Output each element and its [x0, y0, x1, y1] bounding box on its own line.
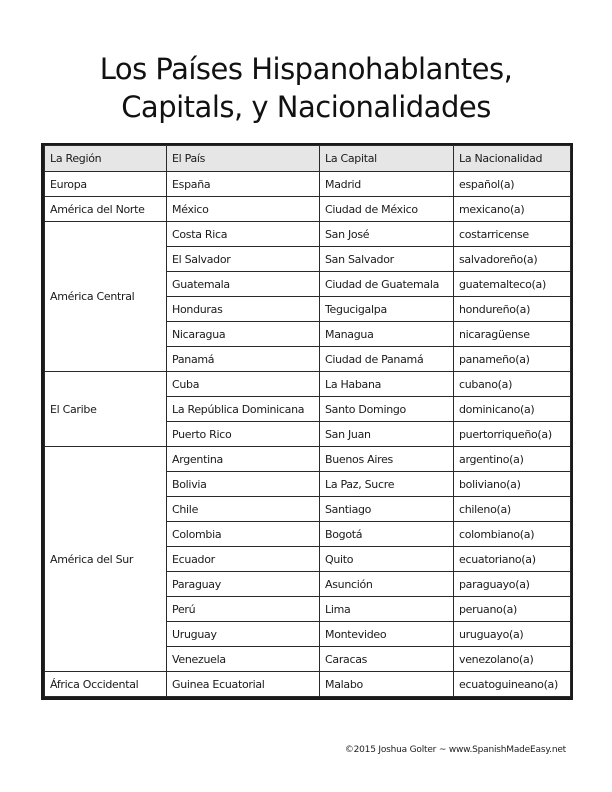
- nationality-cell: guatemalteco(a): [454, 272, 571, 297]
- country-cell: Guatemala: [167, 272, 320, 297]
- nationality-cell: venezolano(a): [454, 647, 571, 672]
- nationality-cell: salvadoreño(a): [454, 247, 571, 272]
- countries-table-frame: [41, 143, 573, 700]
- header-country: El País: [167, 146, 320, 172]
- header-nationality: La Nacionalidad: [454, 146, 571, 172]
- country-cell: Argentina: [167, 447, 320, 472]
- country-cell: México: [167, 197, 320, 222]
- nationality-cell: costarricense: [454, 222, 571, 247]
- nationality-cell: ecuatoguineano(a): [454, 672, 571, 697]
- capital-cell: Quito: [320, 547, 454, 572]
- table-row: [45, 197, 571, 222]
- region-cell: África Occidental: [45, 672, 167, 697]
- table-row: [45, 172, 571, 197]
- capital-cell: Managua: [320, 322, 454, 347]
- region-cell: El Caribe: [45, 372, 167, 447]
- nationality-cell: colombiano(a): [454, 522, 571, 547]
- table-row: [45, 372, 571, 397]
- nationality-cell: cubano(a): [454, 372, 571, 397]
- capital-cell: Tegucigalpa: [320, 297, 454, 322]
- table-row: [45, 672, 571, 697]
- country-cell: El Salvador: [167, 247, 320, 272]
- country-cell: España: [167, 172, 320, 197]
- country-cell: Guinea Ecuatorial: [167, 672, 320, 697]
- country-cell: Cuba: [167, 372, 320, 397]
- capital-cell: San Juan: [320, 422, 454, 447]
- capital-cell: San Salvador: [320, 247, 454, 272]
- nationality-cell: nicaragüense: [454, 322, 571, 347]
- country-cell: Puerto Rico: [167, 422, 320, 447]
- capital-cell: Ciudad de México: [320, 197, 454, 222]
- capital-cell: San José: [320, 222, 454, 247]
- nationality-cell: paraguayo(a): [454, 572, 571, 597]
- capital-cell: Buenos Aires: [320, 447, 454, 472]
- nationality-cell: hondureño(a): [454, 297, 571, 322]
- country-cell: Panamá: [167, 347, 320, 372]
- copyright-footer: ©2015 Joshua Golter ~ www.SpanishMadeEasy.net: [344, 745, 566, 755]
- region-cell: América del Norte: [45, 197, 167, 222]
- title-line-2: Capitals, y Nacionalidades: [121, 90, 491, 124]
- countries-table: [44, 145, 571, 697]
- title-line-1: Los Países Hispanohablantes,: [99, 52, 513, 86]
- capital-cell: Ciudad de Guatemala: [320, 272, 454, 297]
- capital-cell: Bogotá: [320, 522, 454, 547]
- country-cell: Perú: [167, 597, 320, 622]
- country-cell: Paraguay: [167, 572, 320, 597]
- nationality-cell: panameño(a): [454, 347, 571, 372]
- country-cell: Uruguay: [167, 622, 320, 647]
- country-cell: Costa Rica: [167, 222, 320, 247]
- capital-cell: Malabo: [320, 672, 454, 697]
- nationality-cell: argentino(a): [454, 447, 571, 472]
- capital-cell: La Habana: [320, 372, 454, 397]
- nationality-cell: chileno(a): [454, 497, 571, 522]
- region-cell: América Central: [45, 222, 167, 372]
- page-title: [0, 50, 612, 126]
- nationality-cell: puertorriqueño(a): [454, 422, 571, 447]
- country-cell: Bolivia: [167, 472, 320, 497]
- header-region: La Región: [45, 146, 167, 172]
- table-row: [45, 447, 571, 472]
- country-cell: Venezuela: [167, 647, 320, 672]
- capital-cell: Madrid: [320, 172, 454, 197]
- country-cell: La República Dominicana: [167, 397, 320, 422]
- country-cell: Chile: [167, 497, 320, 522]
- capital-cell: La Paz, Sucre: [320, 472, 454, 497]
- nationality-cell: dominicano(a): [454, 397, 571, 422]
- capital-cell: Caracas: [320, 647, 454, 672]
- capital-cell: Santiago: [320, 497, 454, 522]
- country-cell: Ecuador: [167, 547, 320, 572]
- capital-cell: Lima: [320, 597, 454, 622]
- capital-cell: Santo Domingo: [320, 397, 454, 422]
- country-cell: Nicaragua: [167, 322, 320, 347]
- nationality-cell: español(a): [454, 172, 571, 197]
- capital-cell: Montevideo: [320, 622, 454, 647]
- capital-cell: Asunción: [320, 572, 454, 597]
- nationality-cell: mexicano(a): [454, 197, 571, 222]
- table-header-row: [45, 146, 571, 172]
- table-body: [45, 172, 571, 697]
- header-capital: La Capital: [320, 146, 454, 172]
- nationality-cell: uruguayo(a): [454, 622, 571, 647]
- country-cell: Honduras: [167, 297, 320, 322]
- nationality-cell: ecuatoriano(a): [454, 547, 571, 572]
- region-cell: Europa: [45, 172, 167, 197]
- nationality-cell: boliviano(a): [454, 472, 571, 497]
- nationality-cell: peruano(a): [454, 597, 571, 622]
- region-cell: América del Sur: [45, 447, 167, 672]
- country-cell: Colombia: [167, 522, 320, 547]
- capital-cell: Ciudad de Panamá: [320, 347, 454, 372]
- table-row: [45, 222, 571, 247]
